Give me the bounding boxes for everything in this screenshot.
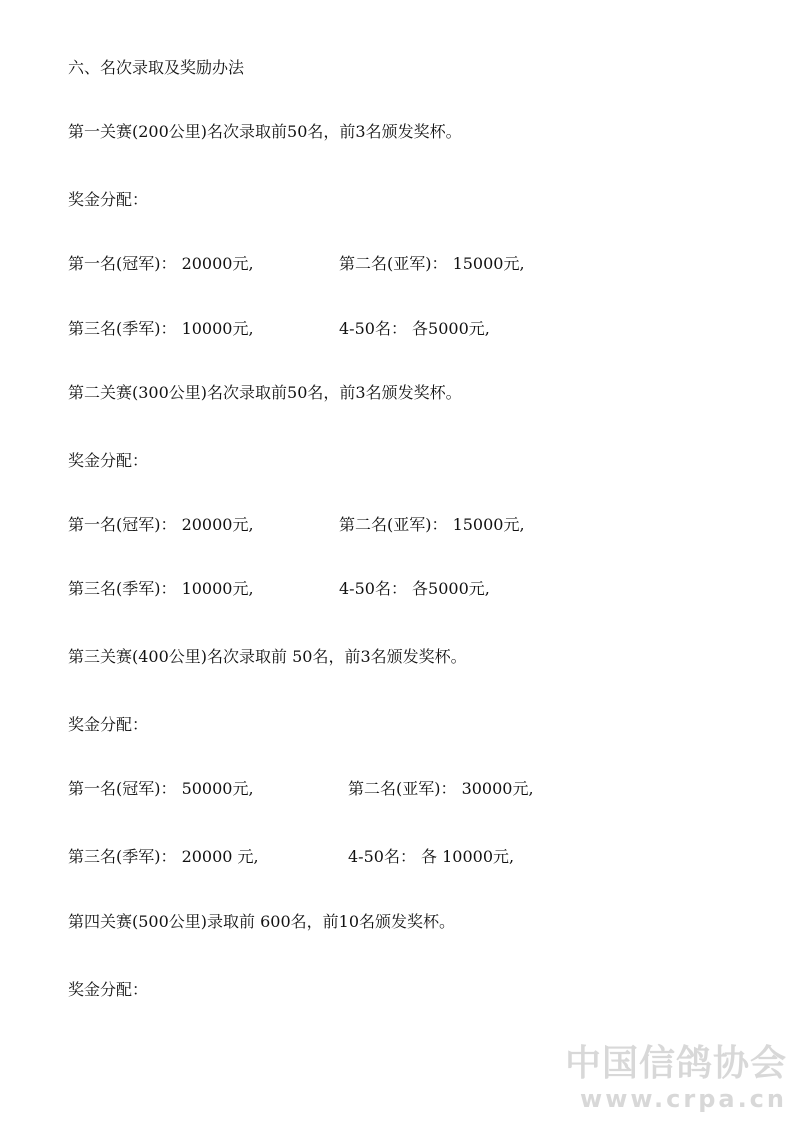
- stage-1-4-50-place: 4-50名： 各5000元,: [339, 319, 490, 338]
- stage-3-4-50-place: 4-50名： 各 10000元,: [348, 847, 515, 866]
- stage-1-prize-row-2: [68, 319, 490, 339]
- stage-2-prize-heading: 奖金分配：: [68, 451, 149, 470]
- stage-1-prize-row-1: [68, 254, 525, 274]
- stage-2-4-50-place: 4-50名： 各5000元,: [339, 579, 490, 598]
- watermark-url: www.crpa.cn: [580, 1085, 787, 1113]
- watermark-name: 中国信鸽协会: [564, 1043, 787, 1084]
- stage-1-second-place: 第二名(亚军)： 15000元,: [339, 254, 525, 273]
- site-watermark: [565, 1043, 787, 1113]
- stage-1-intro: 第一关赛(200公里)名次录取前50名，前3名颁发奖杯。: [68, 122, 462, 141]
- stage-3-prize-row-2: [68, 847, 515, 867]
- stage-2-prize-row-2: [68, 579, 490, 599]
- section-title: 六、名次录取及奖励办法: [68, 58, 245, 77]
- stage-3-first-place: 第一名(冠军)： 50000元,: [68, 779, 254, 798]
- stage-3-intro: 第三关赛(400公里)名次录取前 50名，前3名颁发奖杯。: [68, 647, 467, 666]
- stage-2-first-place: 第一名(冠军)： 20000元,: [68, 515, 254, 534]
- stage-3-second-place: 第二名(亚军)： 30000元,: [348, 779, 534, 798]
- stage-3-third-place: 第三名(季军)： 20000 元,: [68, 847, 259, 866]
- stage-3-prize-heading: 奖金分配：: [68, 715, 149, 734]
- stage-1-first-place: 第一名(冠军)： 20000元,: [68, 254, 254, 273]
- stage-2-intro: 第二关赛(300公里)名次录取前50名，前3名颁发奖杯。: [68, 383, 462, 402]
- stage-3-prize-row-1: [68, 779, 534, 799]
- stage-1-third-place: 第三名(季军)： 10000元,: [68, 319, 254, 338]
- stage-2-prize-row-1: [68, 515, 525, 535]
- stage-1-prize-heading: 奖金分配：: [68, 190, 149, 209]
- stage-4-intro: 第四关赛(500公里)录取前 600名，前10名颁发奖杯。: [68, 912, 456, 931]
- stage-2-third-place: 第三名(季军)： 10000元,: [68, 579, 254, 598]
- stage-2-second-place: 第二名(亚军)： 15000元,: [339, 515, 525, 534]
- stage-4-prize-heading: 奖金分配：: [68, 980, 149, 999]
